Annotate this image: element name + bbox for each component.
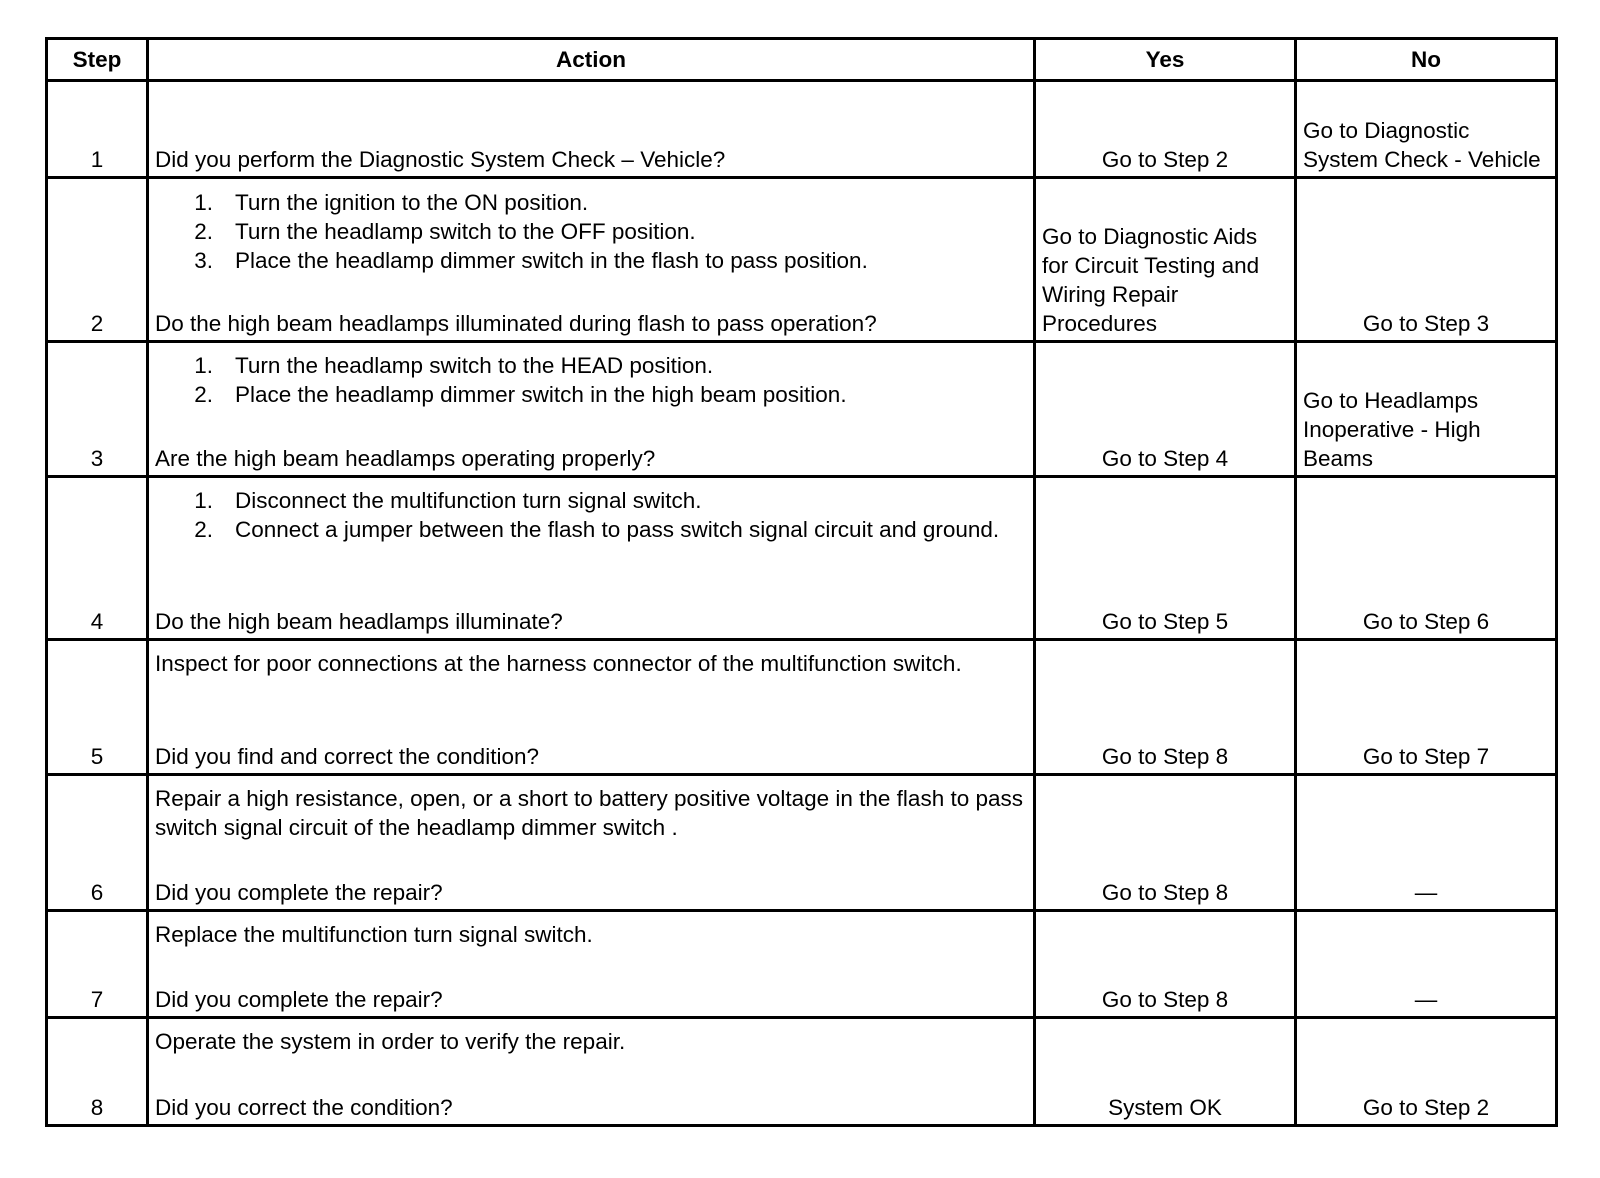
action-question: Are the high beam headlamps operating properly? [155,446,656,471]
action-cell [148,911,1035,1018]
table-row [47,775,1557,911]
no-cell: — [1296,911,1557,1018]
header-row [47,39,1557,81]
step-number: 7 [47,911,148,1018]
no-cell: Go to Headlamps Inoperative - High Beams [1296,342,1557,477]
table-row [47,640,1557,775]
yes-cell: Go to Step 5 [1035,477,1296,640]
yes-cell: Go to Step 8 [1035,775,1296,911]
yes-cell: Go to Step 8 [1035,911,1296,1018]
list-item: 3. Place the headlamp dimmer switch in the flash to pass position. [194,248,868,273]
list-item: 1. Turn the ignition to the ON position. [194,190,589,215]
table-row [47,342,1557,477]
header-action: Action [148,39,1035,81]
action-question: Did you correct the condition? [155,1095,453,1120]
action-intro: Repair a high resistance, open, or a short to battery positive voltage in the flash to pass switch signal circuit of the headlamp dimmer switch . [155,786,1023,840]
action-cell [148,775,1035,911]
step-number: 6 [47,775,148,911]
no-cell: Go to Step 3 [1296,178,1557,342]
action-cell [148,640,1035,775]
yes-cell: Go to Diagnostic Aids for Circuit Testing and Wiring Repair Procedures [1035,178,1296,342]
list-item: 2. Turn the headlamp switch to the OFF position. [194,219,696,244]
table-row [47,911,1557,1018]
action-question: Do the high beam headlamps illuminate? [155,609,563,634]
action-intro: Inspect for poor connections at the harness connector of the multifunction switch. [155,651,962,676]
action-steps [155,486,1027,544]
yes-cell: Go to Step 4 [1035,342,1296,477]
action-steps [155,188,1027,275]
action-intro: Replace the multifunction turn signal switch. [155,922,593,947]
step-number: 4 [47,477,148,640]
action-cell [148,1018,1035,1126]
header-yes: Yes [1035,39,1296,81]
table-row [47,477,1557,640]
action-cell [148,81,1035,178]
header-step: Step [47,39,148,81]
step-number: 2 [47,178,148,342]
yes-cell: Go to Step 2 [1035,81,1296,178]
no-cell: Go to Step 2 [1296,1018,1557,1126]
no-cell: Go to Step 7 [1296,640,1557,775]
table-row [47,81,1557,178]
table-row [47,178,1557,342]
yes-cell: Go to Step 8 [1035,640,1296,775]
action-question: Did you complete the repair? [155,880,443,905]
step-number: 8 [47,1018,148,1126]
list-item: 2. Connect a jumper between the flash to pass switch signal circuit and ground. [194,517,1000,542]
action-intro: Did you perform the Diagnostic System Check – Vehicle? [155,147,726,172]
list-item: 1. Turn the headlamp switch to the HEAD position. [194,353,714,378]
step-number: 5 [47,640,148,775]
step-number: 3 [47,342,148,477]
action-question: Did you complete the repair? [155,987,443,1012]
list-item: 2. Place the headlamp dimmer switch in the high beam position. [194,382,847,407]
action-cell [148,178,1035,342]
action-question: Did you find and correct the condition? [155,744,539,769]
action-steps [155,351,1027,409]
no-cell: — [1296,775,1557,911]
yes-cell: System OK [1035,1018,1296,1126]
header-no: No [1296,39,1557,81]
action-cell [148,477,1035,640]
action-cell [148,342,1035,477]
action-question: Do the high beam headlamps illuminated during flash to pass operation? [155,311,877,336]
step-number: 1 [47,81,148,178]
list-item: 1. Disconnect the multifunction turn signal switch. [194,488,702,513]
action-intro: Operate the system in order to verify the repair. [155,1029,626,1054]
no-cell: Go to Diagnostic System Check - Vehicle [1296,81,1557,178]
no-cell: Go to Step 6 [1296,477,1557,640]
table-row [47,1018,1557,1126]
diagnostic-table [45,37,1558,1127]
